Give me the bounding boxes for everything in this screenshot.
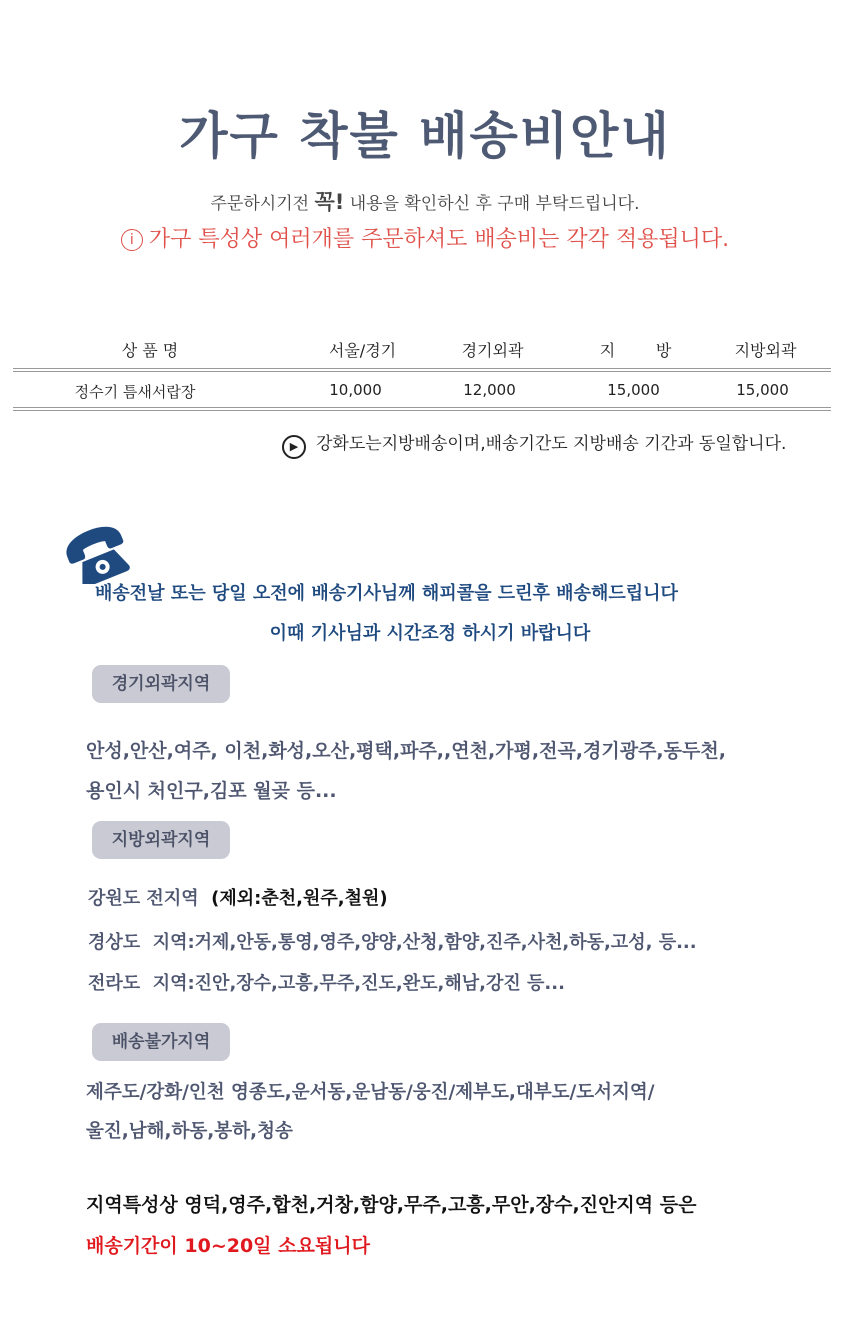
ganghwa-note bbox=[282, 429, 786, 459]
table-cell-seoul-gyeonggi: 10,000 bbox=[329, 381, 382, 399]
table-header-seoul-gyeonggi: 서울/경기 bbox=[328, 341, 397, 360]
gangwon-exception: (제외:춘천,원주,철원) bbox=[198, 888, 388, 909]
info-icon: i bbox=[121, 229, 143, 251]
delivery-period-highlight: 배송기간이 10~20일 소요됩니다 bbox=[86, 1235, 370, 1257]
table-divider bbox=[13, 371, 831, 372]
gangwon-text: 강원도 전지역 bbox=[88, 888, 199, 909]
arrow-right-icon: ▶ bbox=[282, 435, 306, 459]
schedule-notice: 이때 기사님과 시간조정 하시기 바랍니다 bbox=[269, 623, 591, 644]
section-badge-unavailable: 배송불가지역 bbox=[92, 1023, 230, 1061]
warning-text: 가구 특성상 여러개를 주문하셔도 배송비는 각각 적용됩니다. bbox=[148, 227, 730, 252]
subtitle-emphasis: 꼭! bbox=[314, 190, 345, 214]
note-text: 강화도는지방배송이며,배송기간도 지방배송 기간과 동일합니다. bbox=[316, 434, 787, 454]
subtitle-before: 주문하시기전 bbox=[210, 194, 315, 214]
table-cell-gyeonggi-outskirts: 12,000 bbox=[463, 381, 516, 399]
unavailable-line1: 제주도/강화/인천 영종도,운서동,운남동/웅진/제부도,대부도/도서지역/ bbox=[86, 1082, 655, 1103]
subtitle bbox=[0, 186, 850, 216]
section-badge-gyeonggi: 경기외곽지역 bbox=[92, 665, 230, 703]
table-header-regional-outskirts: 지방외곽 bbox=[734, 341, 797, 360]
table-divider bbox=[13, 410, 831, 411]
table-header-product: 상 품 명 bbox=[121, 341, 179, 360]
warning-notice bbox=[0, 222, 850, 253]
table-cell-regional-outskirts: 15,000 bbox=[736, 381, 789, 399]
subtitle-after: 내용을 확인하신 후 구매 부탁드립니다. bbox=[344, 194, 640, 214]
table-divider bbox=[13, 368, 831, 369]
table-divider bbox=[13, 407, 831, 408]
gyeonggi-areas-line1: 안성,안산,여주, 이천,화성,오산,평택,파주,,연천,가평,전곡,경기광주,동두천, bbox=[86, 740, 726, 762]
delivery-period-notice: 지역특성상 영덕,영주,합천,거창,함양,무주,고흥,무안,장수,진안지역 등은 bbox=[86, 1194, 697, 1216]
page-title: 가구 착불 배송비안내 bbox=[179, 107, 671, 165]
gyeongsang-line: 경상도 지역:거제,안동,통영,영주,양양,산청,함양,진주,사천,하동,고성, 등... bbox=[88, 932, 697, 953]
table-cell-product: 정수기 틈새서랍장 bbox=[74, 383, 196, 401]
table-header-gyeonggi-outskirts: 경기외곽 bbox=[461, 341, 524, 360]
jeolla-line: 전라도 지역:진안,장수,고흥,무주,진도,완도,해남,강진 등... bbox=[88, 973, 565, 994]
table-cell-regional: 15,000 bbox=[607, 381, 660, 399]
gyeonggi-areas-line2: 용인시 처인구,김포 월곶 등... bbox=[86, 780, 337, 802]
happy-call-notice: 배송전날 또는 당일 오전에 배송기사님께 해피콜을 드린후 배송해드립니다 bbox=[95, 583, 678, 604]
section-badge-regional: 지방외곽지역 bbox=[92, 821, 230, 859]
table-header-regional: 지 방 bbox=[599, 341, 672, 360]
gangwon-line bbox=[88, 884, 388, 910]
unavailable-line2: 울진,남해,하동,봉하,청송 bbox=[86, 1121, 293, 1142]
